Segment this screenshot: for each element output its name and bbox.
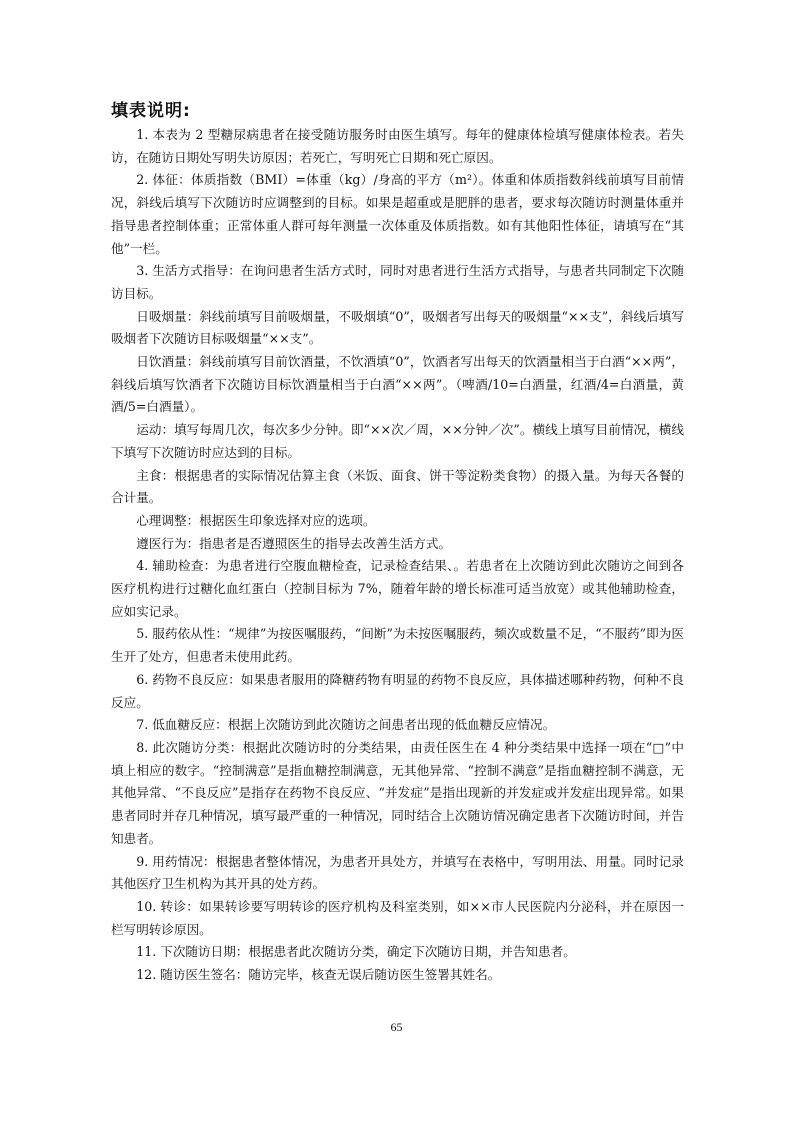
instruction-item: 11. 下次随访日期：根据患者此次随访分类，确定下次随访日期，并告知患者。 xyxy=(136,944,576,960)
instruction-item: 1. 本表为 2 型糖尿病患者在接受随访服务时由医生填写。每年的健康体检填写健康体检表。若失访，在随访日期处写明失访原因；若死亡，写明死亡日期和死亡原因。 xyxy=(111,127,684,165)
instructions-body xyxy=(111,124,684,987)
instruction-item: 8. 此次随访分类：根据此次随访时的分类结果，由责任医生在 4 种分类结果中选择一项在“□”中填上相应的数字。“控制满意”是指血糖控制满意，无其他异常、“控制不满意”是指血糖控制不满意，无其他异常、“不良反应”是指存在药物不良反应、“并发症”是指出现新的并发症或并发症出现异常。如果患者同时并存几种情况，填写最严重的一种情况，同时结合上次随访情况确定患者下次随访时间，并告知患者。 xyxy=(111,739,684,846)
instruction-item: 4. 辅助检查：为患者进行空腹血糖检查，记录检查结果、。若患者在上次随访到此次随访之间到各医疗机构进行过糖化血红蛋白（控制目标为 7%，随着年龄的增长标准可适当放宽）或其他辅助检查，应如实记录。 xyxy=(111,558,684,619)
instruction-item: 主食：根据患者的实际情况估算主食（米饭、面食、饼干等淀粉类食物）的摄入量。为每天各餐的合计量。 xyxy=(111,467,684,506)
instruction-item: 心理调整：根据医生印象选择对应的选项。 xyxy=(136,512,376,528)
instruction-item: 7. 低血糖反应：根据上次随访到此次随访之间患者出现的低血糖反应情况。 xyxy=(136,717,556,733)
instruction-item: 6. 药物不良反应：如果患者服用的降糖药物有明显的药物不良反应，具体描述哪种药物，何种不良反应。 xyxy=(111,671,684,710)
instruction-item: 遵医行为：指患者是否遵照医生的指导去改善生活方式。 xyxy=(136,535,452,551)
page-title: 填表说明: xyxy=(111,101,191,121)
instruction-item: 日饮酒量：斜线前填写目前饮酒量，不饮酒填“0”，饮酒者写出每天的饮酒量相当于白酒“××两”，斜线后填写饮酒者下次随访目标饮酒量相当于白酒“××两”。（啤酒/10=白酒量，红酒/4=白酒量，黄酒/5=白酒量）。 xyxy=(111,354,684,415)
page-number: 65 xyxy=(390,1020,403,1034)
instruction-item: 运动：填写每周几次，每次多少分钟。即“××次／周，××分钟／次”。横线上填写目前情况，横线下填写下次随访时应达到的目标。 xyxy=(111,422,684,460)
instruction-item: 10. 转诊：如果转诊要写明转诊的医疗机构及科室类别，如××市人民医院内分泌科，并在原因一栏写明转诊原因。 xyxy=(111,898,684,937)
instruction-item: 9. 用药情况：根据患者整体情况，为患者开具处方，并填写在表格中，写明用法、用量。同时记录其他医疗卫生机构为其开具的处方药。 xyxy=(111,853,684,892)
instruction-item: 日吸烟量：斜线前填写目前吸烟量，不吸烟填“0”，吸烟者写出每天的吸烟量“××支”，斜线后填写吸烟者下次随访目标吸烟量“××支”。 xyxy=(111,308,684,347)
instruction-item: 12. 随访医生签名：随访完毕，核查无误后随访医生签署其姓名。 xyxy=(136,967,501,983)
instruction-item: 3. 生活方式指导：在询问患者生活方式时，同时对患者进行生活方式指导，与患者共同制定下次随访目标。 xyxy=(111,263,684,301)
instruction-item: 5. 服药依从性：“规律”为按医嘱服药，“间断”为未按医嘱服药，频次或数量不足，“不服药”即为医生开了处方，但患者未使用此药。 xyxy=(111,626,684,665)
instruction-item: 2. 体征：体质指数（BMI）=体重（kg）/身高的平方（m²）。体重和体质指数斜线前填写目前情况，斜线后填写下次随访时应调整到的目标。如果是超重或是肥胖的患者，要求每次随访时测量体重并指导患者控制体重；正常体重人群可每年测量一次体重及体质指数。如有其他阳性体征，请填写在“其他”一栏。 xyxy=(111,172,684,256)
